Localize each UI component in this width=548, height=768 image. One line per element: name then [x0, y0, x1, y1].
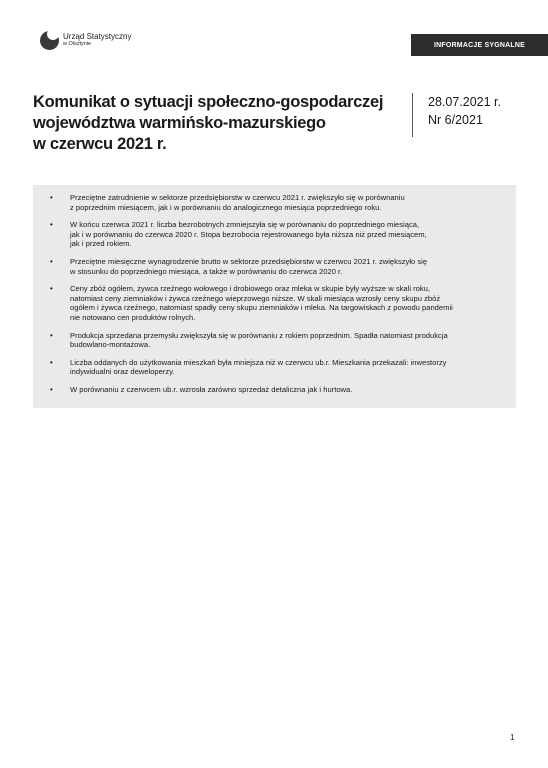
title-line-2: województwa warmińsko-mazurskiego	[33, 114, 326, 132]
summary-item-housing: • Liczba oddanych do użytkowania mieszkań była mniejsza niż w czerwcu ub.r. Mieszkania przekazali: inwestorzy indywidualni oraz deweloperzy.	[49, 358, 509, 377]
logo	[40, 31, 131, 50]
publication-date: 28.07.2021 r.	[428, 95, 501, 109]
summary-item-wages: • Przeciętne miesięczne wynagrodzenie brutto w sektorze przedsiębiorstw w czerwcu 2021 r. zwiększyło się w stosunku do poprzedniego miesiąca, a także w porównaniu do czerwca 2020 r.	[49, 257, 509, 276]
summary-item-agriculture-prices: • Ceny zbóż ogółem, żywca rzeźnego wołowego i drobiowego oraz mleka w skupie były wyższe w skali roku, natomiast ceny ziemniaków i żywca rzeźnego wieprzowego niższe. W skali miesiąca wzrosły ceny skupu zbóż ogółem i żywca rzeźnego, natomiast spadły ceny skupu ziemniaków i mleka. Na targowiskach z powodu pandemii nie notowano cen produktów rolnych.	[49, 284, 509, 322]
logo-mark-icon	[40, 31, 59, 50]
issue-number: Nr 6/2021	[428, 113, 483, 127]
logo-line-1: Urząd Statystyczny	[63, 32, 132, 42]
page-title	[33, 92, 393, 155]
title-line-1: Komunikat o sytuacji społeczno-gospodarczej	[33, 93, 384, 111]
summary-item-sales: • W porównaniu z czerwcem ub.r. wzrosła zarówno sprzedaż detaliczna jak i hurtowa.	[49, 385, 509, 395]
section-tag: INFORMACJE SYGNALNE	[411, 34, 548, 56]
summary-box	[33, 185, 516, 408]
summary-item-employment: • Przeciętne zatrudnienie w sektorze przedsiębiorstw w czerwcu 2021 r. zwiększyło się w porównaniu z poprzednim miesiącem, jak i w porównaniu do analogicznego miesiąca poprzedniego roku.	[49, 193, 509, 212]
header-divider	[412, 93, 413, 137]
summary-item-industry: • Produkcja sprzedana przemysłu zwiększyła się w porównaniu z rokiem poprzednim. Spadła natomiast produkcja budowlano-montażowa.	[49, 331, 509, 350]
logo-text	[63, 33, 131, 47]
page-number: 1	[510, 733, 515, 742]
title-line-3: w czerwcu 2021 r.	[33, 135, 167, 153]
summary-item-unemployment: • W końcu czerwca 2021 r. liczba bezrobotnych zmniejszyła się w porównaniu do poprzedniego miesiąca, jak i w porównaniu do czerwca 2020 r. Stopa bezrobocia rejestrowanego była niższa niż przed miesiącem, jak i przed rokiem.	[49, 220, 509, 249]
summary-list	[49, 193, 509, 403]
logo-line-2: w Olsztynie	[63, 40, 92, 47]
